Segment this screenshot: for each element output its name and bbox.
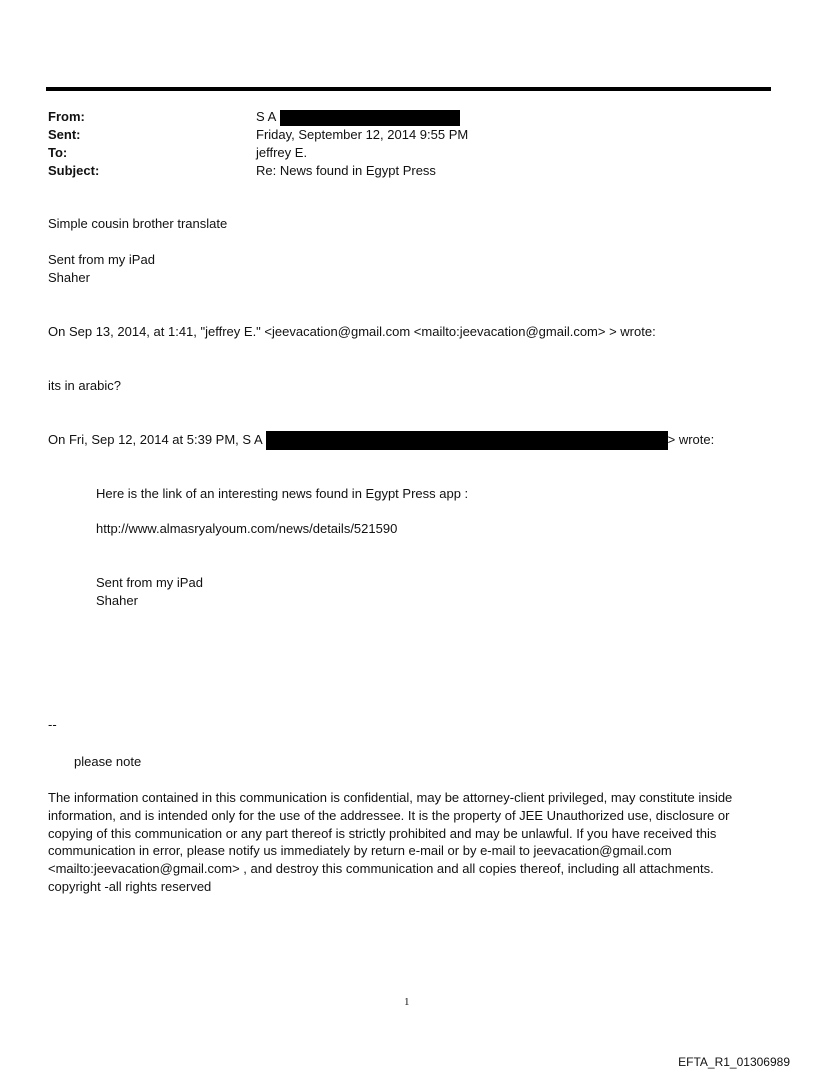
page-number: 1 [404, 996, 410, 1008]
sent-row [48, 126, 468, 144]
from-label: From: [48, 109, 85, 124]
redaction-bar [266, 431, 668, 450]
quote-header-2 [48, 431, 714, 450]
signature-separator: -- [48, 717, 57, 732]
email-header [48, 108, 468, 180]
quote-text: its in arabic? [48, 378, 121, 393]
bates-number: EFTA_R1_01306989 [678, 1055, 790, 1069]
redaction-bar [280, 110, 460, 126]
from-value: S A [256, 109, 277, 124]
quoted-signature-name: Shaher [96, 593, 138, 608]
quote-header-prefix: On Fri, Sep 12, 2014 at 5:39 PM, S A [48, 432, 263, 447]
sent-label: Sent: [48, 127, 81, 142]
quote-header-suffix: > wrote: [667, 432, 715, 447]
sent-value: Friday, September 12, 2014 9:55 PM [256, 127, 469, 142]
please-note: please note [74, 754, 142, 769]
quoted-message-line: Here is the link of an interesting news found in Egypt Press app : [96, 486, 469, 501]
news-link[interactable]: http://www.almasryalyoum.com/news/details/521590 [96, 521, 398, 536]
to-label: To: [48, 145, 68, 160]
to-value: jeffrey E. [256, 145, 308, 160]
from-row [48, 108, 468, 126]
header-rule [46, 87, 771, 91]
quote-header: On Sep 13, 2014, at 1:41, "jeffrey E." <jeevacation@gmail.com <mailto:jeevacation@gmail.com> > wrote: [48, 324, 656, 339]
to-row [48, 144, 468, 162]
quoted-signature-line: Sent from my iPad [96, 575, 203, 590]
subject-label: Subject: [48, 163, 100, 178]
disclaimer-paragraph: The information contained in this communication is confidential, may be attorney-client privileged, may constitute inside information, and is intended only for the use of the addressee. It is the property of JEE Unauthorized use, disclosure or copying of this communication or any part thereof is strictly prohibited and may be unlawful. If you have received this communication in error, please notify us immediately by return e-mail or by e-mail to jeevacation@gmail.com <mailto:jeevacation@gmail.com> , and destroy this communication and all copies thereof, including all attachments. copyright -all rights reserved [48, 790, 733, 894]
signature-line: Sent from my iPad [48, 252, 155, 267]
subject-value: Re: News found in Egypt Press [256, 163, 436, 178]
subject-row [48, 162, 468, 180]
signature-name: Shaher [48, 270, 90, 285]
body-line: Simple cousin brother translate [48, 216, 228, 231]
